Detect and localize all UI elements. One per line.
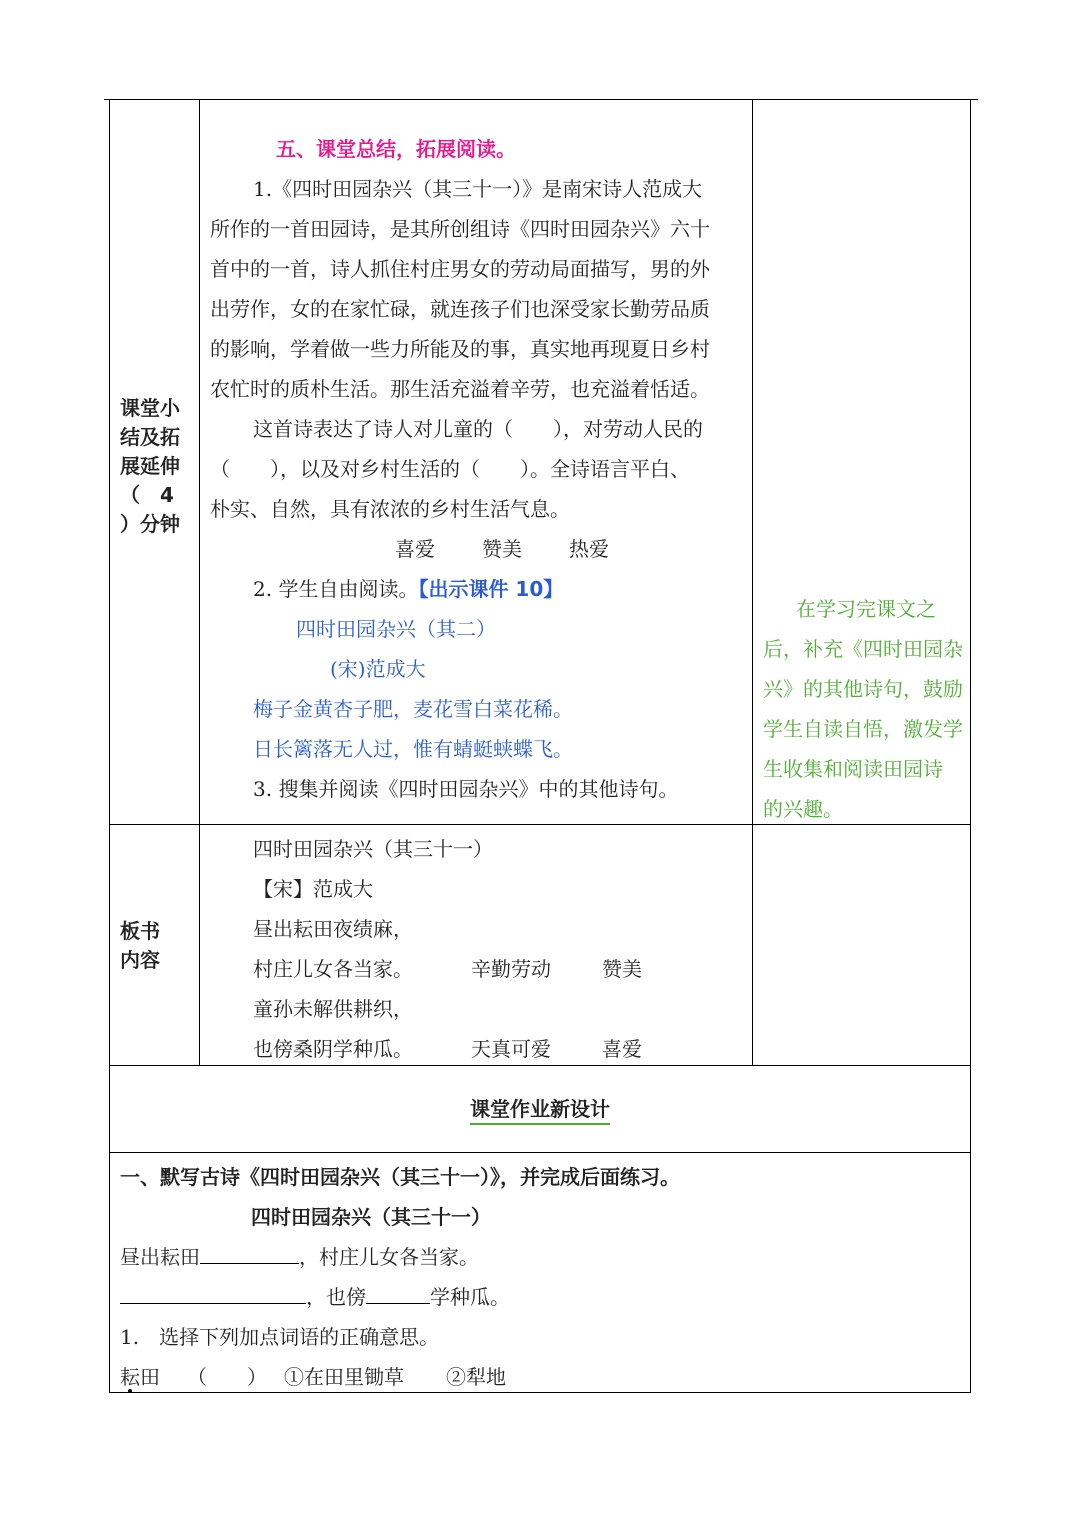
board-tag-love: 喜爱	[602, 1037, 642, 1061]
summary-para2-line2: （ ），以及对乡村生活的（ ）。全诗语言平白、	[210, 457, 690, 481]
summary-para1-line2: 所作的一首田园诗，是其所创组诗《四时田园杂兴》六十	[210, 217, 710, 241]
option-reai: 热爱	[569, 537, 609, 561]
summary-para1-line4: 出劳作，女的在家忙碌，就连孩子们也深受家长勤劳品质	[210, 297, 710, 321]
column-divider-label	[199, 99, 200, 1066]
board-tag-innocent: 天真可爱	[471, 1037, 551, 1061]
summary-row-label: 课堂小 结及拓 展延伸 （ 4 ）分钟	[120, 396, 180, 536]
summary-para1-line6: 农忙时的质朴生活。那生活充溢着辛劳，也充溢着恬适。	[210, 377, 710, 401]
board-author: 【宋】范成大	[253, 877, 373, 901]
option-zanmei: 赞美	[482, 537, 522, 561]
note-line6: 的兴趣。	[763, 797, 843, 821]
summary-para2-line1: 这首诗表达了诗人对儿童的（ ），对劳动人民的	[253, 417, 703, 441]
fill-line1: 昼出耘田 ，村庄儿女各当家。	[120, 1237, 479, 1277]
choice-option-a: ①在田里锄草	[284, 1365, 404, 1389]
column-divider-notes	[752, 99, 753, 1066]
table-left-border	[109, 99, 110, 1393]
note-line5: 生收集和阅读田园诗	[763, 757, 943, 781]
extra-poem-author: (宋)范成大	[330, 657, 426, 681]
item2-line	[253, 569, 563, 609]
item3-line: 3. 搜集并阅读《四时田园杂兴》中的其他诗句。	[253, 777, 679, 801]
note-line4: 学生自读自悟，激发学	[763, 717, 963, 741]
summary-para1-line1: 1.《四时田园杂兴（其三十一）》是南宋诗人范成大	[253, 177, 703, 201]
board-tag-praise: 赞美	[602, 957, 642, 981]
board-line1: 昼出耘田夜绩麻，	[253, 917, 413, 941]
courseware-tag: 【出示课件 10】	[418, 577, 564, 601]
homework-sub1: 1. 选择下列加点词语的正确意思。	[120, 1325, 440, 1349]
board-tag-hardwork: 辛勤劳动	[471, 957, 551, 981]
board-line3: 童孙未解供耕织，	[253, 997, 413, 1021]
note-line3: 兴》的其他诗句，鼓励	[763, 677, 963, 701]
choice-option-b: ②犁地	[446, 1365, 506, 1389]
item2-text: 2. 学生自由阅读。	[253, 577, 419, 601]
section-title: 五、课堂总结，拓展阅读。	[276, 137, 516, 161]
summary-para2-line3: 朴实、自然，具有浓浓的乡村生活气息。	[210, 497, 570, 521]
fill-blank-2[interactable]	[120, 1281, 306, 1304]
board-line2: 村庄儿女各当家。	[253, 957, 413, 981]
board-line4: 也傍桑阴学种瓜。	[253, 1037, 413, 1061]
emphasis-dot	[128, 1389, 132, 1393]
table-right-border	[970, 99, 971, 1393]
note-line2: 后，补充《四时田园杂	[763, 637, 963, 661]
extra-poem-title: 四时田园杂兴（其二）	[296, 617, 496, 641]
extra-poem-line2: 日长篱落无人过，惟有蜻蜓蛱蝶飞。	[253, 737, 573, 761]
row-divider-heading	[109, 1152, 971, 1153]
fill-blank-3[interactable]	[366, 1281, 430, 1304]
homework-heading: 课堂作业新设计	[109, 1089, 971, 1129]
board-title: 四时田园杂兴（其三十一）	[253, 837, 493, 861]
extra-poem-line1: 梅子金黄杏子肥，麦花雪白菜花稀。	[253, 697, 573, 721]
fill-line2: ，也傍 学种瓜。	[120, 1277, 510, 1317]
choice-paren[interactable]: （ ）	[187, 1365, 267, 1389]
summary-para1-line5: 的影响，学着做一些力所能及的事，真实地再现夏日乡村	[210, 337, 710, 361]
fill-blank-1[interactable]	[200, 1241, 299, 1264]
page-top-rule	[104, 99, 978, 100]
note-line1: 在学习完课文之	[796, 597, 936, 621]
homework-poem-title: 四时田园杂兴（其三十一）	[251, 1205, 491, 1229]
board-row-label: 板书 内容	[120, 919, 160, 972]
option-xiai: 喜爱	[395, 537, 435, 561]
choice-word: 耘田	[120, 1365, 160, 1389]
homework-q1: 一、默写古诗《四时田园杂兴（其三十一）》，并完成后面练习。	[120, 1165, 680, 1189]
summary-para1-line3: 首中的一首，诗人抓住村庄男女的劳动局面描写，男的外	[210, 257, 710, 281]
